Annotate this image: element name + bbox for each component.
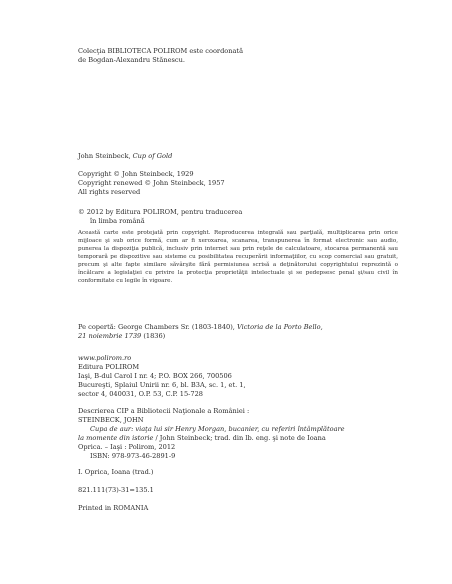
copyright-line-3: All rights reserved	[78, 188, 141, 196]
translation-rights-line-1: © 2012 by Editura POLIROM, pentru traducerea	[78, 208, 243, 216]
copyright-block	[78, 170, 398, 197]
original-book-title: Cup of Gold	[132, 152, 173, 160]
cover-painting-title-2: 21 noiembrie 1739	[78, 332, 142, 340]
cover-credit-suffix: (1836)	[141, 332, 166, 340]
cip-details: / John Steinbeck; trad. din lb. eng. şi note de Ioana	[153, 434, 326, 442]
original-author: John Steinbeck,	[78, 152, 133, 160]
publisher-address-2: Bucureşti, Splaiul Unirii nr. 6, bl. B3A, sc. 1, et. 1,	[78, 381, 246, 389]
copyright-line-1: Copyright © John Steinbeck, 1929	[78, 170, 194, 178]
cover-credit	[78, 323, 398, 341]
translation-rights-line-2: în limba română	[90, 217, 145, 225]
cip-translator-line: I. Oprica, Ioana (trad.)	[78, 468, 154, 476]
cover-credit-prefix: Pe copertă: George Chambers Sr. (1803-1840),	[78, 323, 237, 331]
cover-painting-title-1: Victoria de la Porto Bello,	[236, 323, 323, 331]
printed-note	[78, 504, 398, 513]
cip-udc	[78, 486, 398, 495]
cip-details-line-2: Oprica. – Iaşi : Polirom, 2012	[78, 443, 176, 451]
translation-rights	[78, 208, 398, 226]
printed-in-line: Printed in ROMANIA	[78, 504, 149, 512]
cip-title-line-2	[78, 434, 398, 443]
legal-notice-text: Această carte este protejată prin copyright. Reproducerea integrală sau parţială, multiplicarea prin orice mijloace şi sub orice formă, cum ar fi xeroxarea, scanarea, transpunerea în format electronic sau audio, punerea la dispoziţia publică, inclusiv prin internet sau prin reţele de calculatoare, stocarea permanentă sau temporară pe dispozitive sau sisteme cu posibilitatea recuperării informaţiilor, cu scop comercial sau gratuit, precum şi alte fapte similare săvârşite fără permisiunea scrisă a deţinătorului copyrightului reprezintă o încălcare a legislaţiei cu privire la protecţia proprietăţii intelectuale şi se pedepsesc penal şi/sau civil în conformitate cu legile în vigoare.	[78, 230, 398, 284]
series-note-line-1: Colecţia BIBLIOTECA POLIROM este coordonată	[78, 47, 244, 55]
series-note-line-2: de Bogdan-Alexandru Stănescu.	[78, 56, 185, 64]
cover-credit-line-1	[78, 323, 398, 332]
series-note	[78, 47, 398, 65]
publisher-block	[78, 354, 398, 399]
cip-heading: Descrierea CIP a Bibliotecii Naţionale a României :	[78, 407, 250, 415]
publisher-address-3: sector 4, 040031, O.P. 53, C.P. 15-728	[78, 390, 203, 398]
publisher-name: Editura POLIROM	[78, 363, 140, 371]
copyright-line-2: Copyright renewed © John Steinbeck, 1957	[78, 179, 225, 187]
cover-credit-line-2	[78, 332, 398, 341]
cip-isbn: ISBN: 978-973-46-2891-9	[90, 452, 176, 460]
cip-title: Cupa de aur: viaţa lui sir Henry Morgan, bucanier, cu referiri întâmplătoare	[90, 425, 345, 433]
publisher-website: www.polirom.ro	[78, 354, 132, 362]
legal-notice	[78, 229, 398, 285]
publisher-address-1: Iaşi, B-dul Carol I nr. 4; P.O. BOX 266, 700506	[78, 372, 232, 380]
cip-translator	[78, 468, 398, 477]
original-title-line	[78, 152, 398, 161]
cip-block	[78, 407, 398, 461]
cip-author: STEINBECK, JOHN	[78, 416, 144, 424]
cip-udc-line: 821.111(73)-31=135.1	[78, 486, 154, 494]
cip-title-2: la momente din istorie	[78, 434, 154, 442]
cip-title-line-1	[78, 425, 398, 434]
original-title	[78, 152, 398, 161]
